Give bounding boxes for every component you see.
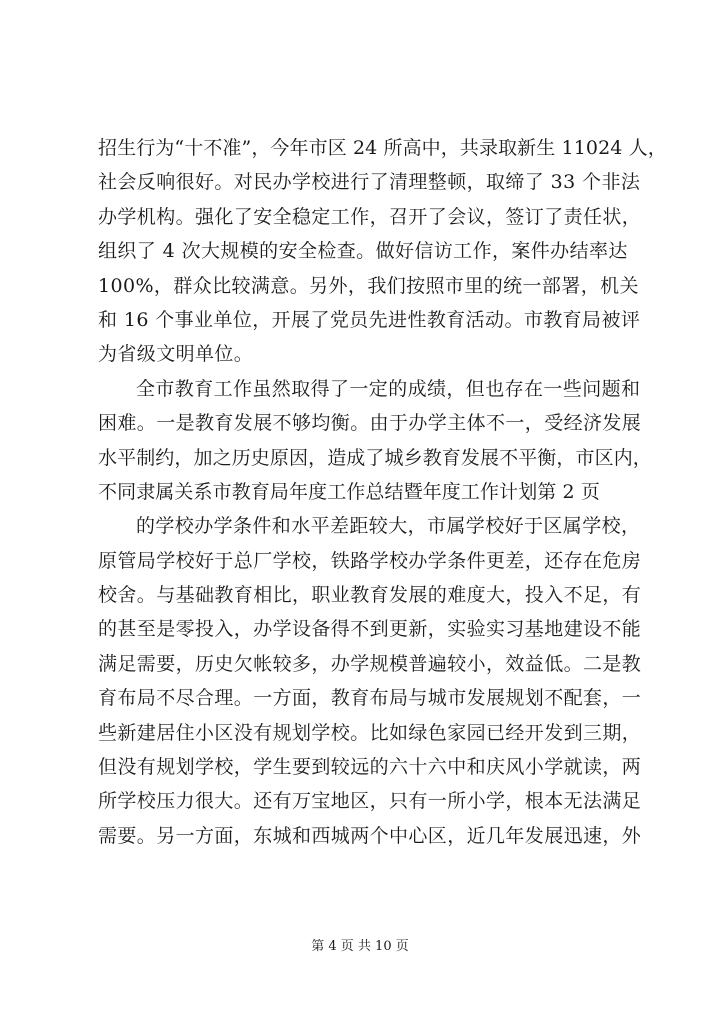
text-line: 不同隶属关系市教育局年度工作总结暨年度工作计划第 2 页	[98, 480, 600, 503]
text-line: 困难。一是教育发展不够均衡。由于办学主体不一，受经济发展	[98, 412, 642, 435]
text-line: 满足需要，历史欠帐较多，办学规模普遍较小，效益低。二是教	[98, 652, 642, 675]
text-line: 100%，群众比较满意。另外，我们按照市里的统一部署，机关	[98, 274, 639, 297]
page-footer: 第 4 页 共 10 页	[311, 939, 409, 954]
text-line: 水平制约，加之历史原因，造成了城乡教育发展不平衡，市区内，	[98, 446, 652, 469]
paragraph-first-line: 全市教育工作虽然取得了一定的成绩，但也存在一些问题和	[136, 377, 641, 400]
text-line: 招生行为“十不准”，今年市区 24 所高中，共录取新生 11024 人，	[98, 137, 667, 159]
text-line: 的甚至是零投入，办学设备得不到更新，实验实习基地建设不能	[98, 618, 642, 641]
text-line: 校舍。与基础教育相比，职业教育发展的难度大，投入不足，有	[98, 584, 642, 607]
text-line: 需要。另一方面，东城和西城两个中心区，近几年发展迅速，外	[98, 824, 642, 847]
text-line: 组织了 4 次大规模的安全检查。做好信访工作，案件办结率达	[98, 240, 628, 263]
text-line: 所学校压力很大。还有万宝地区，只有一所小学，根本无法满足	[98, 790, 642, 813]
paragraph-first-line: 的学校办学条件和水平差距较大，市属学校好于区属学校，	[136, 515, 641, 538]
body-text	[98, 131, 667, 853]
text-line: 办学机构。强化了安全稳定工作，召开了会议，签订了责任状，	[98, 205, 642, 228]
text-line: 些新建居住小区没有规划学校。比如绿色家园已经开发到三期，	[98, 721, 642, 744]
text-line: 育布局不尽合理。一方面，教育布局与城市发展规划不配套，一	[98, 687, 642, 710]
text-line: 原管局学校好于总厂学校，铁路学校办学条件更差，还存在危房	[98, 549, 642, 572]
text-line: 但没有规划学校，学生要到较远的六十六中和庆风小学就读，两	[98, 756, 642, 779]
text-line: 和 16 个事业单位，开展了党员先进性教育活动。市教育局被评	[98, 308, 641, 331]
text-line: 为省级文明单位。	[98, 343, 254, 366]
text-line: 社会反响很好。对民办学校进行了清理整顿，取缔了 33 个非法	[98, 171, 641, 194]
